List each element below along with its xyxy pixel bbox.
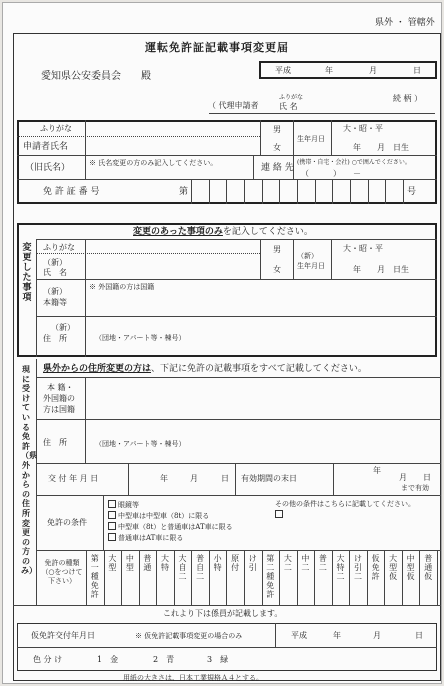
expiry-label: 有効期間の末日 [241,474,297,483]
changed-side-label: 変更した事項 [22,243,32,303]
license-type-cell[interactable]: 普通仮 [424,554,433,581]
license-type-cell[interactable]: 大型 [108,554,117,572]
license-type-divider [297,550,298,605]
license-type-divider [437,550,438,605]
license-type-divider [314,550,315,605]
changed-addr-prefix: （新） [51,323,75,332]
other-conditions-note: その他の条件はこちらに記載してください。 [275,500,415,508]
condition-2[interactable]: 中型車は中型車（8t）に限る [108,511,209,521]
contact-label: 連 絡 先 [261,163,294,173]
condition-1[interactable]: 眼鏡等 [108,500,139,510]
license-type-cell[interactable]: 第一種免許 [90,554,99,599]
sex-male[interactable]: 男 [273,125,281,134]
condition-2-checkbox[interactable] [108,511,116,519]
old-name-note: ※ 氏名変更の方のみ記入してください。 [89,159,218,167]
proxy-label: （ 代理申請者 [208,101,259,110]
license-change-form [2,2,442,684]
license-cell-divider [315,179,316,204]
changed-sex-female[interactable]: 女 [273,265,281,274]
current-side-label: 現に受けている免許（県外からの住所変更の方のみ） [21,364,37,576]
changed-dob-ymd: 年 月 日生 [353,265,409,274]
license-type-divider [226,550,227,605]
license-type-cell[interactable]: 大特二 [336,554,345,581]
phone-field[interactable]: （ ） － [301,169,361,178]
sex-female[interactable]: 女 [273,143,281,152]
provisional-month: 月 [373,631,381,640]
color-green[interactable]: 3 緑 [207,655,229,664]
changed-addr-label: 住 所 [43,334,67,343]
condition-4[interactable]: 普通車はAT車に限る [108,533,183,543]
license-type-cell[interactable]: 仮免許 [371,554,380,581]
license-type-cell[interactable]: 第二種免許 [266,554,275,599]
conditions-label: 免許の条件 [47,518,87,527]
license-cell-divider [368,179,369,204]
changed-honseki-prefix: （新） [43,287,67,296]
proxy-relation: 続 柄 ） [393,94,423,103]
license-type-label: 免許の種類（○をつけて下さい） [41,559,83,585]
license-type-divider [279,550,280,605]
changed-dob-eras[interactable]: 大・昭・平 [343,244,383,253]
form-title: 運転免許証記載事項変更届 [145,41,289,54]
condition-1-checkbox[interactable] [108,500,116,508]
changed-dob-label: 生年月日 [297,262,325,270]
footer-note: 用紙の大きさは、日本工業規格Ａ４とする。 [123,674,263,682]
date-month: 月 [369,66,377,75]
proxy-furigana: ふりがな [279,94,304,101]
license-type-cell[interactable]: 普二 [318,554,327,572]
license-cell-divider [191,179,192,204]
license-type-cell[interactable]: 中型 [125,554,134,572]
license-type-divider [191,550,192,605]
license-type-divider [262,550,263,605]
license-type-cell[interactable]: 大自二 [178,554,187,581]
license-type-divider [209,550,210,605]
color-blue[interactable]: 2 青 [153,655,175,664]
license-type-divider [332,550,333,605]
date-year: 年 [325,66,333,75]
header-tag: 県外 ・ 管轄外 [375,18,435,28]
expiry-day: 日 [423,473,431,482]
license-cell-divider [244,179,245,204]
license-type-cell[interactable]: 小特 [213,554,222,572]
license-go: 号 [407,187,417,197]
license-type-cell[interactable]: 原付 [231,554,240,572]
changed-furigana-label: ふりがな [43,243,75,252]
license-cell-divider [209,179,210,204]
license-type-divider [349,550,350,605]
license-type-divider [367,550,368,605]
license-type-cell[interactable]: 中二 [301,554,310,572]
license-type-divider [121,550,122,605]
current-honseki-line2: 外国籍の [43,394,75,403]
license-cell-divider [350,179,351,204]
changed-name-label: 氏 名 [43,268,67,277]
license-cell-divider [262,179,263,204]
current-honseki-line1: 本 籍・ [47,383,74,392]
license-type-divider [139,550,140,605]
color-gold[interactable]: 1 金 [97,655,119,664]
applicant-furigana-label: ふりがな [40,124,72,133]
issue-date-label: 交 付 年 月 日 [48,474,99,483]
dob-eras[interactable]: 大・昭・平 [343,124,383,133]
license-number-label: 免 許 証 番 号 [43,187,100,197]
provisional-era: 平成 [291,631,307,640]
provisional-note: ※ 仮免許記載事項変更の場合のみ [135,632,243,640]
license-type-cell[interactable]: 普通 [143,554,152,572]
dob-label: 生年月日 [297,135,325,143]
license-type-cell[interactable]: 大型仮 [389,554,398,581]
date-era: 平成 [275,66,291,75]
provisional-date-label: 仮免許交付年月日 [31,631,95,640]
staff-note: これより下は係員が記載します。 [163,609,283,618]
contact-note: (携帯・自宅・会社) ○で囲んでください。 [297,159,411,166]
current-addr-label: 住 所 [43,438,67,447]
license-type-cell[interactable]: 大特 [160,554,169,572]
license-type-divider [419,550,420,605]
changed-name-prefix: （新） [43,258,67,267]
changed-sex-male[interactable]: 男 [273,245,281,254]
changed-dob-prefix: （新） [297,252,318,260]
current-instruction-emphasis: 県外からの住所変更の方は [43,364,152,374]
current-addr-note: （団地・アパート等・棟号） [95,440,186,448]
license-type-divider [156,550,157,605]
expiry-until: まで有効 [401,484,429,492]
applicant-name-label: 申請者氏名 [23,142,69,152]
condition-4-checkbox[interactable] [108,533,116,541]
license-type-divider [174,550,175,605]
license-type-cell[interactable]: け引二 [354,554,363,581]
proxy-name-label: 氏 名 [279,102,298,111]
condition-3-checkbox[interactable] [108,522,116,530]
license-cell-divider [226,179,227,204]
license-type-cell[interactable]: け引 [248,554,257,572]
license-type-divider [402,550,403,605]
license-dai: 第 [179,187,189,197]
old-name-label: （旧氏名） [25,163,71,173]
issue-day: 日 [221,474,229,483]
license-type-divider [244,550,245,605]
addressee: 愛知県公安委員会 殿 [41,71,151,82]
date-day: 日 [413,66,421,75]
license-cell-divider [403,179,404,204]
proxy-underline [209,113,435,114]
condition-3[interactable]: 中型車（8t）と普通車はAT車に限る [108,522,233,532]
current-instruction [43,364,367,374]
dob-ymd: 年 月 日生 [353,143,409,152]
changed-honseki-label: 本籍等 [43,298,67,307]
changed-honseki-note: ※ 外国籍の方は国籍 [89,283,155,291]
other-conditions-checkbox[interactable] [275,510,283,518]
license-cell-divider [279,179,280,204]
expiry-year: 年 [373,466,381,475]
license-type-divider [384,550,385,605]
color-label: 色 分 け [33,655,63,664]
license-type-divider [104,550,105,605]
issue-month: 月 [190,474,198,483]
changed-instruction-rest: を記入してください。 [222,227,313,237]
license-type-cell[interactable]: 大二 [283,554,292,572]
current-honseki-line3: 方は国籍 [43,405,75,414]
provisional-year: 年 [333,631,341,640]
license-type-cell[interactable]: 中型仮 [406,554,415,581]
issue-year: 年 [160,474,168,483]
expiry-month: 月 [399,473,407,482]
other-conditions-checkbox-wrap[interactable] [275,510,285,520]
changed-instruction-emphasis: 変更のあった事項のみ [133,227,223,237]
current-instruction-rest: 、下記に免許の記載事項をすべて記載してください。 [151,364,367,374]
license-cell-divider [385,179,386,204]
license-cell-divider [297,179,298,204]
provisional-day: 日 [415,631,423,640]
changed-addr-note: （団地・アパート等・棟号） [95,334,186,342]
changed-instruction [133,227,313,237]
license-type-cell[interactable]: 普自二 [196,554,205,581]
license-cell-divider [332,179,333,204]
